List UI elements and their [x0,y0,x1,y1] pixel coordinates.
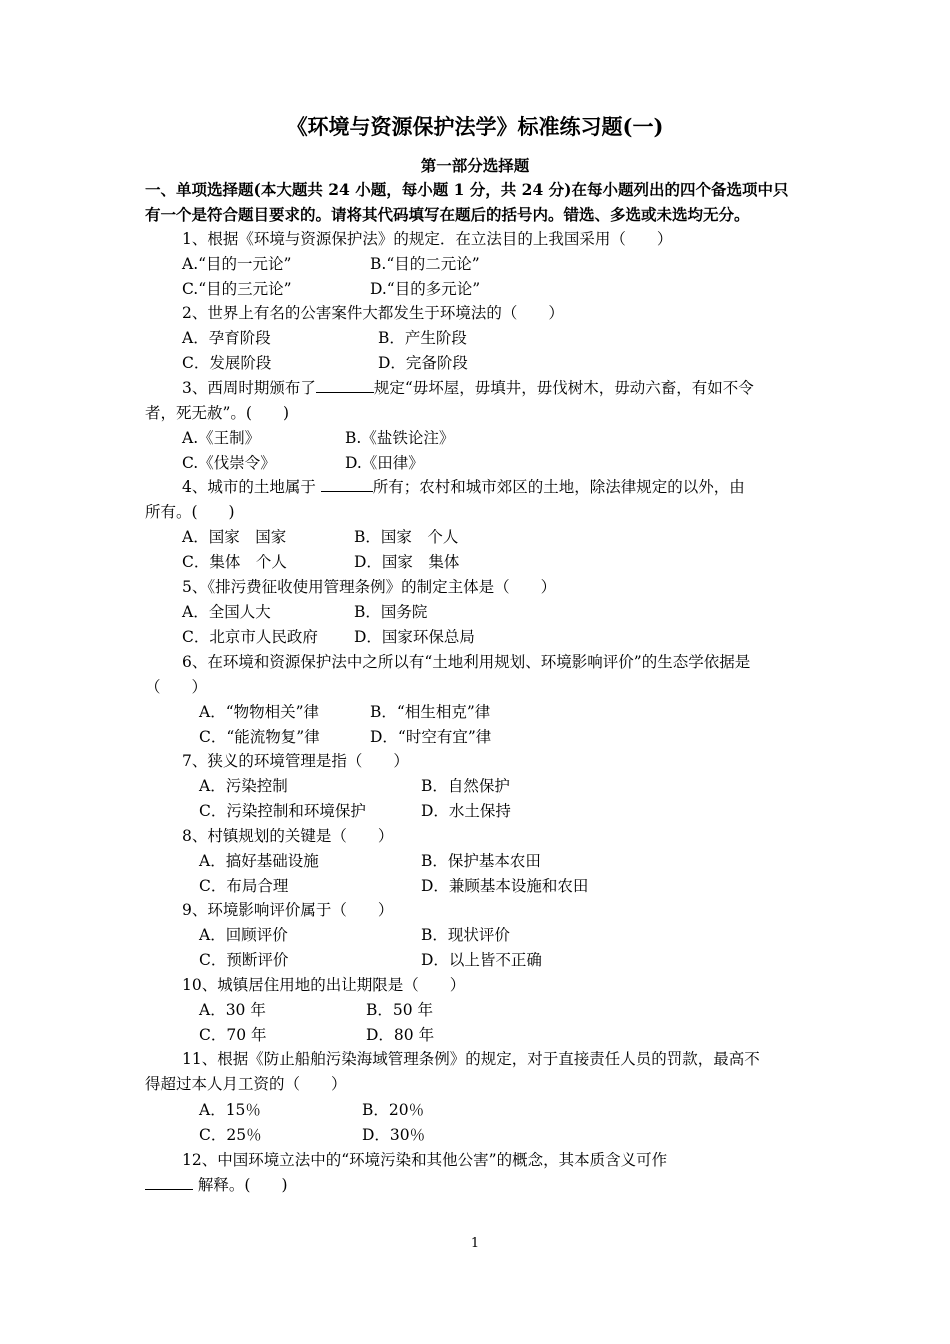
q3-stem [182,378,754,398]
q8-option-b: B．保护基本农田 [421,852,541,870]
q7-option-a: A．污染控制 [199,777,288,795]
q3-stem-pre: 3、西周时期颁布了 [182,379,316,397]
q3-option-d: D.《田律》 [345,454,424,472]
q4-stem-continued: 所有。( ) [145,503,235,521]
q4-stem [182,477,745,497]
q5-stem: 5、《排污费征收使用管理条例》的制定主体是（ ） [182,578,557,596]
page-number: 1 [470,1236,480,1251]
q9-option-c: C．预断评价 [199,951,289,969]
q1-option-b: B.“目的二元论” [370,255,480,273]
q8-option-c: C．布局合理 [199,877,289,895]
q4-option-c: C．集体 个人 [182,553,287,571]
q6-stem: 6、在环境和资源保护法中之所以有“土地利用规划、环境影响评价”的生态学依据是 [182,653,751,671]
q7-stem: 7、狭义的环境管理是指（ ） [182,752,409,770]
q2-option-c: C．发展阶段 [182,354,272,372]
q5-option-a: A．全国人大 [182,603,271,621]
q1-option-c: C.“目的三元论” [182,280,292,298]
q9-stem: 9、环境影响评价属于（ ） [182,901,394,919]
q7-option-c: C．污染控制和环境保护 [199,802,366,820]
q8-stem: 8、村镇规划的关键是（ ） [182,827,394,845]
q11-stem-continued: 得超过本人月工资的（ ） [145,1075,347,1093]
q3-blank [316,378,374,393]
q12-stem-post: 解释。( ) [193,1176,288,1194]
q12-blank [145,1175,193,1190]
q6-option-a: A．“物物相关”律 [199,703,320,721]
q8-option-a: A．搞好基础设施 [199,852,319,870]
part-heading: 第一部分选择题 [420,156,530,175]
section-instruction-line2: 有一个是符合题目要求的。请将其代码填写在题后的括号内。错选、多选或未选均无分。 [145,205,750,224]
q7-option-d: D．水土保持 [421,802,511,820]
q4-blank [321,477,373,492]
q10-option-a: A．30 年 [199,1001,266,1019]
q1-stem: 1、根据《环境与资源保护法》的规定．在立法目的上我国采用（ ） [182,230,673,248]
q11-option-b: B．20％ [362,1101,425,1119]
q6-option-c: C．“能流物复”律 [199,728,320,746]
q3-option-a: A.《王制》 [182,429,261,447]
q8-option-d: D．兼顾基本设施和农田 [421,877,589,895]
q5-option-c: C．北京市人民政府 [182,628,318,646]
q9-option-b: B．现状评价 [421,926,510,944]
q10-stem: 10、城镇居住用地的出让期限是（ ） [182,976,466,994]
q9-option-a: A．回顾评价 [199,926,288,944]
q4-option-b: B．国家 个人 [354,528,459,546]
q10-option-c: C．70 年 [199,1026,267,1044]
q4-stem-pre: 4、城市的土地属于 [182,478,321,496]
q6-option-b: B．“相生相克”律 [370,703,491,721]
q4-stem-post: 所有；农村和城市郊区的土地，除法律规定的以外，由 [372,478,745,496]
q3-option-b: B.《盐铁论注》 [345,429,455,447]
q2-stem: 2、世界上有名的公害案件大都发生于环境法的（ ） [182,304,564,322]
q1-option-d: D.“目的多元论” [370,280,481,298]
q12-stem: 12、中国环境立法中的“环境污染和其他公害”的概念，其本质含义可作 [182,1151,668,1169]
q11-option-c: C．25％ [199,1126,262,1144]
q11-option-a: A．15％ [199,1101,261,1119]
q3-stem-post: 规定“毋坏屋，毋填井，毋伐树木，毋动六畜，有如不令 [373,379,754,397]
q1-option-a: A.“目的一元论” [182,255,292,273]
q2-option-b: B．产生阶段 [378,329,467,347]
q9-option-d: D．以上皆不正确 [421,951,542,969]
q6-stem-continued: （ ） [145,678,208,696]
q10-option-d: D．80 年 [366,1026,435,1044]
q7-option-b: B．自然保护 [421,777,510,795]
section-instruction-line1: 一、单项选择题(本大题共 24 小题，每小题 1 分，共 24 分)在每小题列出的四个备选项中只 [145,180,789,199]
q4-option-d: D．国家 集体 [354,553,460,571]
q2-option-d: D．完备阶段 [378,354,468,372]
q2-option-a: A．孕育阶段 [182,329,271,347]
q4-option-a: A．国家 国家 [182,528,287,546]
q6-option-d: D．“时空有宜”律 [370,728,492,746]
q10-option-b: B．50 年 [366,1001,434,1019]
q3-option-c: C.《伐崇令》 [182,454,276,472]
q12-stem-continued [145,1175,288,1195]
q5-option-d: D．国家环保总局 [354,628,475,646]
q11-stem: 11、根据《防止船舶污染海域管理条例》的规定，对于直接责任人员的罚款，最高不 [182,1050,760,1068]
document-title: 《环境与资源保护法学》标准练习题(一) [286,114,664,139]
q5-option-b: B．国务院 [354,603,428,621]
q11-option-d: D．30％ [362,1126,426,1144]
q3-stem-continued: 者，死无赦”。( ) [145,404,290,422]
